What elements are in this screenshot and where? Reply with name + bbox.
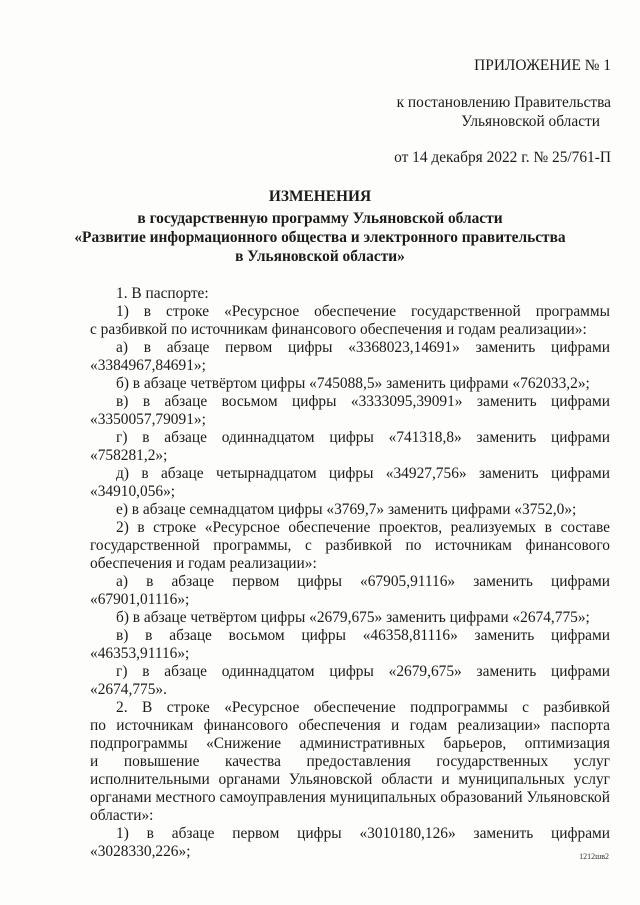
body-line: «46353,91116»; [90, 645, 190, 662]
body-line: б) в абзаце четвёртом цифры «2679,675» заменить цифрами «2674,775»; [116, 609, 590, 626]
body-line: исполнительными органами Ульяновской области и муниципальных услуг [90, 771, 610, 788]
body-line: «3350057,79091»; [90, 411, 206, 428]
body-line: г) в абзаце одиннадцатом цифры «741318,8» заменить цифрами [116, 429, 610, 446]
body-line: а) в абзаце первом цифры «3368023,14691» заменить цифрами [116, 339, 610, 356]
body-line: органами местного самоуправления муниципальных образований Ульяновской [90, 789, 610, 806]
resolution-reference: к постановлению Правительства [396, 94, 611, 111]
body-line: в) в абзаце восьмом цифры «3333095,39091» заменить цифрами [116, 393, 610, 410]
body-line: с разбивкой по источникам финансового обеспечения и годам реализации»: [90, 321, 587, 338]
region-name: Ульяновской области [461, 113, 600, 130]
body-line: обеспечения и годам реализации»: [90, 555, 317, 572]
body-line: «67901,01116»; [90, 591, 190, 608]
body-line: «3384967,84691»; [90, 357, 206, 374]
body-line: в) в абзаце восьмом цифры «46358,81116» заменить цифрами [116, 627, 610, 644]
body-line: д) в абзаце четырнадцатом цифры «34927,756» заменить цифрами [116, 465, 610, 482]
body-line: области»: [90, 807, 154, 824]
title-line-3: «Развитие информационного общества и электронного правительства [74, 229, 566, 246]
body-line: 2. В строке «Ресурсное обеспечение подпрограммы с разбивкой [116, 699, 610, 716]
resolution-date-number: от 14 декабря 2022 г. № 25/761-П [394, 149, 611, 166]
title-line-2: в государственную программу Ульяновской области [137, 210, 503, 227]
body-line: по источникам финансового обеспечения и годам реализации» паспорта [90, 717, 610, 734]
document-code: 1212шв2 [579, 852, 609, 861]
body-line: и повышение качества предоставления государственных услуг [90, 753, 610, 770]
appendix-label: ПРИЛОЖЕНИЕ № 1 [474, 57, 611, 74]
body-line: а) в абзаце первом цифры «67905,91116» заменить цифрами [116, 573, 610, 590]
document-title: ИЗМЕНЕНИЯ [268, 188, 372, 205]
body-line: государственной программы, с разбивкой по источникам финансового [90, 537, 610, 554]
body-line: подпрограммы «Снижение административных барьеров, оптимизация [90, 735, 610, 752]
body-line: е) в абзаце семнадцатом цифры «3769,7» заменить цифрами «3752,0»; [116, 501, 577, 518]
body-line: 1. В паспорте: [116, 285, 209, 302]
body-line: «3028330,226»; [90, 843, 191, 860]
body-line: б) в абзаце четвёртом цифры «745088,5» заменить цифрами «762033,2»; [116, 375, 590, 392]
body-line: «758281,2»; [90, 447, 168, 464]
title-line-4: в Ульяновской области» [235, 248, 405, 265]
body-line: 2) в строке «Ресурсное обеспечение проектов, реализуемых в составе [116, 519, 610, 536]
body-line: 1) в строке «Ресурсное обеспечение государственной программы [116, 303, 610, 320]
body-line: 1) в абзаце первом цифры «3010180,126» заменить цифрами [116, 825, 610, 842]
body-line: г) в абзаце одиннадцатом цифры «2679,675» заменить цифрами [116, 663, 610, 680]
body-line: «34910,056»; [90, 483, 176, 500]
body-line: «2674,775». [90, 681, 167, 698]
